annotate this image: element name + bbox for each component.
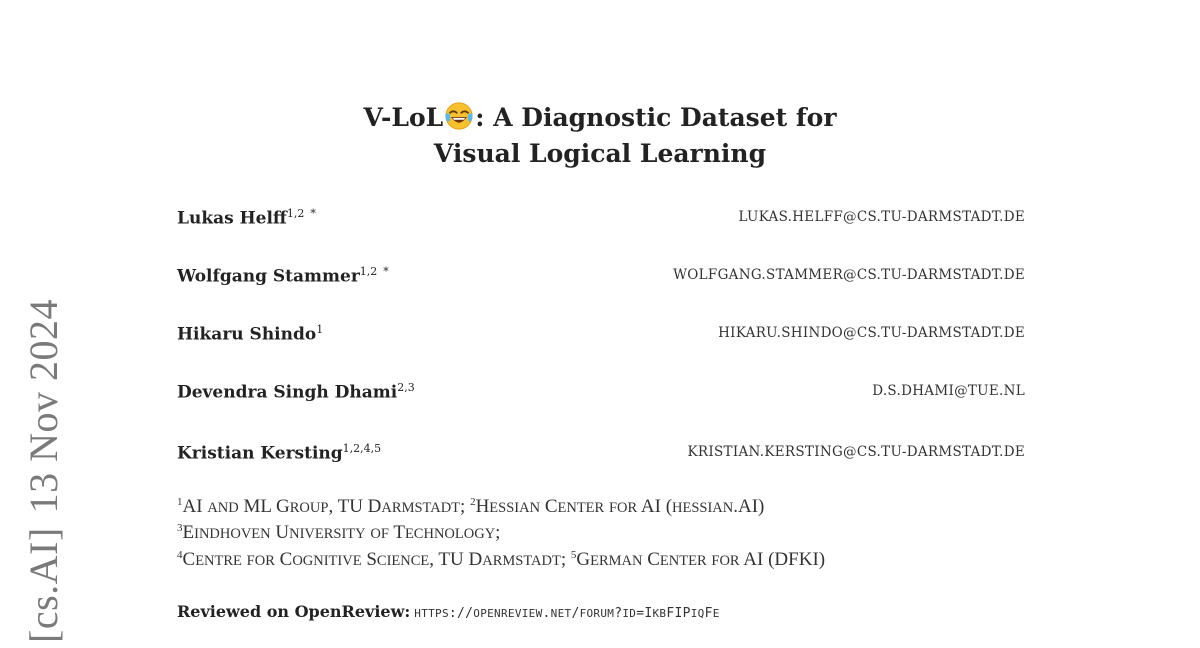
author-affil-sup: 1	[316, 323, 324, 336]
affil-sup: 3	[177, 522, 183, 534]
openreview-link[interactable]: HTTPS://OPENREVIEW.NET/FORUM?ID=IKBFIPIQFE	[414, 606, 720, 621]
author-email: HIKARU.SHINDO@CS.TU-DARMSTADT.DE	[718, 325, 1025, 341]
affil-sup: 5	[570, 549, 577, 561]
author-name: Devendra Singh Dhami$^{2,3}$	[177, 381, 415, 403]
author-affil-sup: 1,2	[359, 265, 378, 278]
affiliation-line	[177, 549, 825, 571]
author-email: LUKAS.HELFF@CS.TU-DARMSTADT.DE	[738, 209, 1025, 225]
affiliation-text: HESSIAN CENTER FOR AI (HESSIAN.AI)	[475, 496, 765, 518]
arxiv-stamp	[20, 299, 67, 643]
affiliation-text: AI AND ML GROUP, TU DARMSTADT;	[182, 496, 471, 518]
author-name: Hikaru Shindo$^1$	[177, 323, 324, 345]
author-affil-sup: 1,2,4,5	[342, 442, 382, 455]
review-label: Reviewed on OpenReview:	[177, 602, 411, 621]
author-email: KRISTIAN.KERSTING@CS.TU-DARMSTADT.DE	[687, 444, 1025, 460]
arxiv-category: [cs.AI]	[21, 527, 66, 643]
arxiv-date: 13 Nov 2024	[21, 298, 66, 514]
author-email: D.S.DHAMI@TUE.NL	[872, 383, 1025, 399]
affiliation-line	[177, 522, 500, 544]
affil-sup: 2	[470, 496, 476, 508]
author-affil-sup: 2,3	[397, 381, 415, 394]
author-row	[177, 381, 1025, 409]
author-name: Lukas Helff$^{1,2}$ *	[177, 207, 316, 229]
affiliation-text: CENTRE FOR COGNITIVE SCIENCE, TU DARMSTADT;	[182, 549, 571, 571]
author-affil-sup: 1,2	[286, 207, 305, 220]
author-row	[177, 323, 1025, 351]
review-line	[177, 602, 720, 621]
affiliation-line	[177, 496, 764, 518]
author-name: Kristian Kersting$^{1,2,4,5}$	[177, 442, 382, 464]
affil-sup: 1	[177, 496, 183, 508]
tears-of-joy-emoji-icon	[444, 101, 474, 131]
title-suffix: : A Diagnostic Dataset for	[475, 103, 837, 132]
equal-contribution-marker: *	[310, 207, 316, 220]
author-row	[177, 442, 1025, 470]
title-line-2: Visual Logical Learning	[433, 139, 767, 168]
affiliation-text: EINDHOVEN UNIVERSITY OF TECHNOLOGY;	[182, 522, 501, 544]
author-name: Wolfgang Stammer$^{1,2}$ *	[177, 265, 389, 287]
equal-contribution-marker: *	[383, 265, 389, 278]
author-row	[177, 207, 1025, 235]
author-email: WOLFGANG.STAMMER@CS.TU-DARMSTADT.DE	[673, 267, 1025, 283]
affiliation-text: GERMAN CENTER FOR AI (DFKI)	[576, 549, 826, 571]
author-row	[177, 265, 1025, 293]
affil-sup: 4	[177, 549, 183, 561]
title-prefix: V-LoL	[363, 103, 444, 132]
title-line-1	[0, 100, 1200, 136]
paper-title	[0, 100, 1200, 172]
